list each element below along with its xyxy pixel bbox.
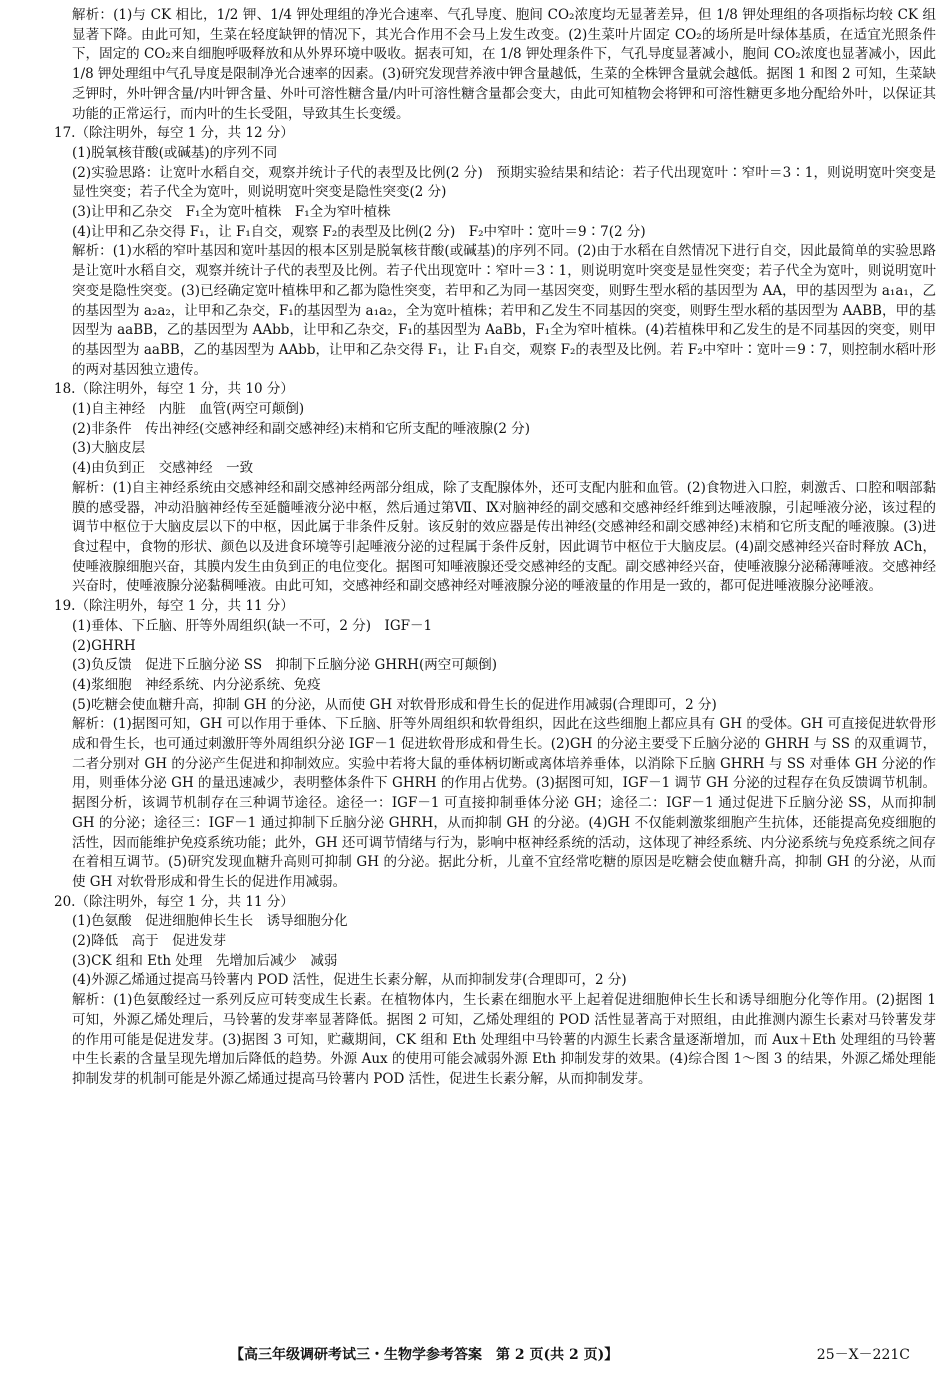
q17-answer-4: (4)让甲和乙杂交得 F₁，让 F₁自交，观察 F₂的表型及比例(2 分) F₂中窄叶∶宽叶＝9∶7(2 分) <box>72 223 646 240</box>
q17-header: 17.（除注明外，每空 1 分，共 12 分） <box>54 125 294 142</box>
q17-answer-1: (1)脱氧核苷酸(或碱基)的序列不同 <box>72 144 278 161</box>
q20-answer-4: (4)外源乙烯通过提高马铃薯内 POD 活性，促进生长素分解，从而抑制发芽(合理即可，2 分) <box>72 972 627 989</box>
q19-answer-4: (4)浆细胞 神经系统、内分泌系统、免疫 <box>72 676 321 693</box>
q18-header: 18.（除注明外，每空 1 分，共 10 分） <box>54 381 294 398</box>
q20-header: 20.（除注明外，每空 1 分，共 11 分） <box>54 893 294 910</box>
q17-analysis: 解析：(1)水稻的窄叶基因和宽叶基因的根本区别是脱氧核苷酸(或碱基)的序列不同。(2)由于水稻在自然情况下进行自交，因此最简单的实验思路是让宽叶水稻自交，观察并统计子代的表型及比例。若子代出现宽叶∶窄叶＝3∶1，则说明宽叶突变是显性突变；若子代全为宽叶，则说明宽叶突变是隐性突变。(3)已经确定宽叶植株甲和乙都为隐性突变，若甲和乙为同一基因突变，则野生型水稻的基因型为 AA，甲的基因型为 a₁a₁，乙的基因型为 a₂a₂，让甲和乙杂交，F₁的基因型为 a₁a₂，全为宽叶植株；若甲和乙发生不同基因的突变，则野生型水稻的基因型为 AABB，甲的基因型为 aaBB，乙的基因型为 AAbb，让甲和乙杂交，F₁的基因型为 AaBb，F₁全为窄叶植株。(4)若植株甲和乙发生的是不同基因的突变，则甲的基因型为 aaBB，乙的基因型为 AAbb，让甲和乙杂交得 F₁，让 F₁自交，观察 F₂的表型及比例。若 F₂中窄叶∶宽叶＝9∶7，则控制水稻叶形的两对基因独立遗传。 <box>72 243 936 378</box>
footer-title: 【高三年级调研考试三・生物学参考答案 第 2 页(共 2 页)】 <box>230 1347 619 1363</box>
q18-answer-2: (2)非条件 传出神经(交感神经和副交感神经)末梢和它所支配的唾液腺(2 分) <box>72 420 531 437</box>
page-footer <box>0 1346 950 1370</box>
q18-answer-4: (4)由负到正 交感神经 一致 <box>72 460 254 477</box>
footer-code: 25－X－221C <box>816 1347 910 1363</box>
q19-header: 19.（除注明外，每空 1 分，共 11 分） <box>54 598 294 615</box>
q17-answer-2: (2)实验思路：让宽叶水稻自交，观察并统计子代的表型及比例(2 分) 预期实验结果和结论：若子代出现宽叶∶窄叶＝3∶1，则说明宽叶突变是显性突变；若子代全为宽叶，则说明宽叶突变是隐性突变(2 分) <box>72 164 936 201</box>
q19-answer-1: (1)垂体、下丘脑、肝等外周组织(缺一不可，2 分) IGF－1 <box>72 617 433 634</box>
q19-answer-5: (5)吃糖会使血糖升高，抑制 GH 的分泌，从而使 GH 对软骨形成和骨生长的促进作用减弱(合理即可，2 分) <box>72 696 717 713</box>
q17-answer-3: (3)让甲和乙杂交 F₁全为宽叶植株 F₁全为窄叶植株 <box>72 204 391 221</box>
q20-answer-2: (2)降低 高于 促进发芽 <box>72 933 227 950</box>
q19-analysis: 解析：(1)据图可知，GH 可以作用于垂体、下丘脑、肝等外周组织和软骨组织，因此在这些细胞上都应具有 GH 的受体。GH 可直接促进软骨形成和骨生长，也可通过刺激肝等外周组织分泌 IGF－1 促进软骨形成和骨生长。(2)GH 的分泌主要受下丘脑分泌的 GHRH 与 SS 的双重调节，二者分别对 GH 的分泌产生促进和抑制效应。实验中若将大鼠的垂体柄切断或离体培养垂体，以消除下丘脑 GHRH 与 SS 对垂体 GH 分泌的作用，则垂体分泌 GH 的量迅速减少，表明整体条件下 GHRH 的作用占优势。(3)据图可知，IGF－1 调节 GH 分泌的过程存在负反馈调节机制。据图分析，该调节机制存在三种调节途径。途径一：IGF－1 可直接抑制垂体分泌 GH；途径二：IGF－1 通过促进下丘脑分泌 SS，从而抑制 GH 的分泌；途径三：IGF－1 通过抑制下丘脑分泌 GHRH，从而抑制 GH 的分泌。(4)GH 不仅能刺激浆细胞产生抗体，还能提高免疫细胞的活性，因而能维护免疫系统功能；此外，GH 还可调节情绪与行为，影响中枢神经系统的活动，这体现了神经系统、内分泌系统与免疫系统之间存在着相互调节。(5)研究发现血糖升高则可抑制 GH 的分泌。据此分析，儿童不宜经常吃糖的原因是吃糖会使血糖升高，抑制 GH 的分泌，从而使 GH 对软骨形成和骨生长的促进作用减弱。 <box>72 716 936 890</box>
q20-answer-3: (3)CK 组和 Eth 处理 先增加后减少 减弱 <box>72 952 338 969</box>
q18-answer-1: (1)自主神经 内脏 血管(两空可颠倒) <box>72 401 305 418</box>
analysis-16-continued: 解析：(1)与 CK 相比，1/2 钾、1/4 钾处理组的净光合速率、气孔导度、胞间 CO₂浓度均无显著差异，但 1/8 钾处理组的各项指标均较 CK 组显著下降。由此可知，生菜在轻度缺钾的情况下，其光合作用不会马上发生改变。(2)生菜叶片固定 CO₂的场所是叶绿体基质，在适宜光照条件下，固定的 CO₂来自细胞呼吸释放和从外界环境中吸收。据表可知，在 1/8 钾处理条件下，气孔导度显著减小，胞间 CO₂浓度也显著减小，因此 1/8 钾处理组中气孔导度是限制净光合速率的因素。(3)研究发现营养液中钾含量越低，生菜的全株钾含量就会越低。据图 1 和图 2 可知，生菜缺乏钾时，外叶钾含量/内叶钾含量、外叶可溶性糖含量/内叶可溶性糖含量都会变大，由此可知植物会将钾和可溶性糖更多地分配给外叶，以保证其功能的正常运行，而内叶的生长受阻，导致其生长变缓。 <box>72 7 936 122</box>
q20-analysis: 解析：(1)色氨酸经过一系列反应可转变成生长素。在植物体内，生长素在细胞水平上起着促进细胞伸长生长和诱导细胞分化等作用。(2)据图 1 可知，外源乙烯处理后，马铃薯的发芽率显著降低。据图 2 可知，乙烯处理组的 POD 活性显著高于对照组，由此推测内源生长素对马铃薯发芽的作用可能是促进发芽。(3)据图 3 可知，贮藏期间，CK 组和 Eth 处理组中马铃薯的内源生长素含量逐渐增加，而 Aux＋Eth 处理组的马铃薯中生长素的含量呈现先增加后降低的趋势。外源 Aux 的使用可能会减弱外源 Eth 抑制发芽的效果。(4)综合图 1～图 3 的结果，外源乙烯处理能抑制发芽的机制可能是外源乙烯通过提高马铃薯内 POD 活性，促进生长素分解，从而抑制发芽。 <box>72 992 936 1087</box>
q18-answer-3: (3)大脑皮层 <box>72 440 146 457</box>
q20-answer-1: (1)色氨酸 促进细胞伸长生长 诱导细胞分化 <box>72 913 348 930</box>
q19-answer-2: (2)GHRH <box>72 637 136 654</box>
q19-answer-3: (3)负反馈 促进下丘脑分泌 SS 抑制下丘脑分泌 GHRH(两空可颠倒) <box>72 657 497 674</box>
q18-analysis: 解析：(1)自主神经系统由交感神经和副交感神经两部分组成，除了支配腺体外，还可支配内脏和血管。(2)食物进入口腔，刺激舌、口腔和咽部黏膜的感受器，冲动沿脑神经传至延髓唾液分泌中枢，然后通过第Ⅶ、Ⅸ对脑神经的副交感和交感神经纤维到达唾液腺，引起唾液分泌，该过程的调节中枢位于大脑皮层以下的中枢，因此属于非条件反射。该反射的效应器是传出神经(交感神经和副交感神经)末梢和它所支配的唾液腺。(3)进食过程中，食物的形状、颜色以及进食环境等引起唾液分泌的过程属于条件反射，因此调节中枢位于大脑皮层。(4)副交感神经兴奋时释放 ACh，使唾液腺细胞兴奋，其膜内发生由负到正的电位变化。据图可知唾液腺还受交感神经的支配。副交感神经兴奋，使唾液腺分泌稀薄唾液。交感神经兴奋时，使唾液腺分泌黏稠唾液。由此可知，交感神经和副交感神经对唾液腺分泌的唾液量的作用是一致的，都可促进唾液腺分泌唾液。 <box>72 479 936 595</box>
